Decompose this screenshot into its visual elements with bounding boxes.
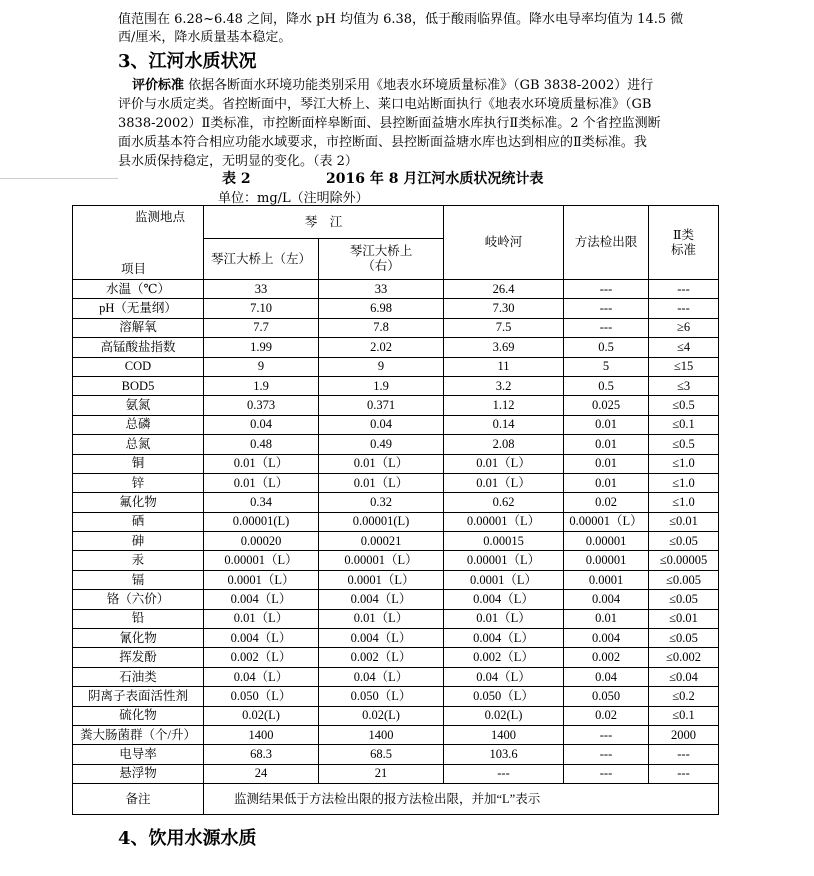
table-cell: 21 (319, 764, 444, 783)
table-cell: --- (564, 299, 649, 318)
table-cell: --- (564, 280, 649, 299)
table-cell: --- (564, 745, 649, 764)
table-unit: 单位：mg/L（注明除外） (218, 191, 369, 206)
table-cell: 2.02 (319, 338, 444, 357)
row-label: 铜 (73, 454, 204, 473)
table-cell: 0.004（L） (204, 629, 319, 648)
table-cell: 2.08 (444, 435, 564, 454)
table-cell: 0.002 (564, 648, 649, 667)
table-cell: 0.02(L) (319, 706, 444, 725)
table-cell: 68.3 (204, 745, 319, 764)
section-4-title: 4、饮用水源水质 (118, 828, 257, 849)
table-row (73, 512, 719, 531)
corner-header (73, 206, 204, 280)
table-cell: --- (564, 725, 649, 744)
table-cell: 0.050 (564, 687, 649, 706)
table-cell: 0.04（L） (204, 667, 319, 686)
table-cell: 0.02(L) (444, 706, 564, 725)
intro-line-2: 西/厘米，降水质量基本稳定。 (118, 30, 292, 45)
table-cell: 0.004（L） (204, 590, 319, 609)
table-row (73, 687, 719, 706)
margin-guide (0, 178, 118, 179)
table-cell: ≤0.5 (649, 396, 719, 415)
table-cell: 0.01 (564, 609, 649, 628)
table-cell: 0.004 (564, 590, 649, 609)
table-cell: ≤0.00005 (649, 551, 719, 570)
table-row (73, 590, 719, 609)
table-cell: 0.5 (564, 338, 649, 357)
table-cell: 0.050（L） (319, 687, 444, 706)
table-cell: 33 (204, 280, 319, 299)
table-cell: 1.9 (319, 376, 444, 395)
col2-line1: 琴江大桥上 (349, 244, 413, 258)
table-row (73, 648, 719, 667)
section-3-title: 3、江河水质状况 (118, 51, 257, 72)
table-cell: 1.99 (204, 338, 319, 357)
col-header-bridge-right (319, 239, 444, 280)
table-cell: ≤1.0 (649, 454, 719, 473)
table-cell: 0.01（L） (319, 473, 444, 492)
col-header-class2-standard (649, 206, 719, 280)
corner-top-label: 监测地点 (135, 210, 186, 224)
row-label: 挥发酚 (73, 648, 204, 667)
table-cell: ≤0.04 (649, 667, 719, 686)
table-cell: 0.004（L） (444, 590, 564, 609)
table-cell: 0.01（L） (204, 609, 319, 628)
table-cell: ≤0.1 (649, 706, 719, 725)
table-cell: --- (649, 764, 719, 783)
table-cell: 0.04 (564, 667, 649, 686)
table-cell: 11 (444, 357, 564, 376)
row-label: 高锰酸盐指数 (73, 338, 204, 357)
row-label: 氨氮 (73, 396, 204, 415)
table-cell: --- (649, 745, 719, 764)
table-cell: 3.69 (444, 338, 564, 357)
table-cell: 0.004（L） (444, 629, 564, 648)
table-cell: 0.004 (564, 629, 649, 648)
table-cell: 0.04 (319, 415, 444, 434)
table-row (73, 318, 719, 337)
row-label: 汞 (73, 551, 204, 570)
table-cell: --- (564, 764, 649, 783)
row-label: 氟化物 (73, 493, 204, 512)
table-cell: 3.2 (444, 376, 564, 395)
table-cell: 0.5 (564, 376, 649, 395)
table-cell: 0.01 (564, 454, 649, 473)
table-cell: 33 (319, 280, 444, 299)
group-header-qinjiang: 琴 江 (204, 206, 444, 239)
table-cell: 0.01 (564, 415, 649, 434)
table-cell: 7.5 (444, 318, 564, 337)
eval-line-5: 县水质保持稳定，无明显的变化。（表 2） (118, 154, 358, 169)
table-cell: ≤0.01 (649, 512, 719, 531)
eval-line-1 (132, 74, 653, 93)
table-cell: 0.01（L） (319, 609, 444, 628)
table-cell: 0.050（L） (444, 687, 564, 706)
table-cell: 9 (204, 357, 319, 376)
table-row (73, 280, 719, 299)
row-label: 镉 (73, 570, 204, 589)
table-cell: ≥6 (649, 318, 719, 337)
table-cell: 0.00001（L） (204, 551, 319, 570)
table-cell: 0.002（L） (319, 648, 444, 667)
remark-label: 备注 (73, 784, 204, 815)
table-cell: 0.04 (204, 415, 319, 434)
table-row (73, 415, 719, 434)
table-cell: 0.0001（L） (204, 570, 319, 589)
table-cell: 0.02 (564, 706, 649, 725)
table-cell: 0.32 (319, 493, 444, 512)
table-row (73, 725, 719, 744)
table-cell: --- (649, 299, 719, 318)
table-row (73, 396, 719, 415)
row-label: BOD5 (73, 376, 204, 395)
row-label: pH（无量纲） (73, 299, 204, 318)
table-cell: 0.48 (204, 435, 319, 454)
table-cell: --- (564, 318, 649, 337)
table-title: 2016 年 8 月江河水质状况统计表 (326, 171, 544, 187)
table-cell: 0.00001(L) (319, 512, 444, 531)
table-cell: 0.002（L） (444, 648, 564, 667)
table-cell: ≤0.01 (649, 609, 719, 628)
col2-line2: （右） (362, 259, 400, 273)
table-cell: ≤4 (649, 338, 719, 357)
table-cell: 0.02 (564, 493, 649, 512)
row-label: 硫化物 (73, 706, 204, 725)
table-cell: 0.00001 (564, 532, 649, 551)
table-row (73, 629, 719, 648)
col-header-bridge-left: 琴江大桥上（左） (204, 239, 319, 280)
eval-text-1: 依据各断面水环境功能类别采用《地表水环境质量标准》（GB 3838-2002）进行 (188, 78, 654, 93)
table-cell: 1.12 (444, 396, 564, 415)
table-cell: 7.7 (204, 318, 319, 337)
table-cell: 0.0001 (564, 570, 649, 589)
table-row (73, 435, 719, 454)
table-cell: ≤0.5 (649, 435, 719, 454)
col-header-qilinghe: 岐岭河 (444, 206, 564, 280)
row-label: 硒 (73, 512, 204, 531)
table-cell: 0.04（L） (444, 667, 564, 686)
table-cell: ≤0.05 (649, 590, 719, 609)
table-cell: 0.01（L） (319, 454, 444, 473)
row-label: 铅 (73, 609, 204, 628)
table-row (73, 706, 719, 725)
table-cell: 0.025 (564, 396, 649, 415)
table-row (73, 493, 719, 512)
table-cell: 0.0001（L） (319, 570, 444, 589)
table-cell: 0.14 (444, 415, 564, 434)
row-label: 溶解氧 (73, 318, 204, 337)
eval-label: 评价标准 (132, 78, 185, 93)
row-label: 水温（℃） (73, 280, 204, 299)
table-cell: --- (649, 280, 719, 299)
table-cell: 0.01 (564, 435, 649, 454)
water-quality-table (72, 205, 719, 815)
table-cell: 26.4 (444, 280, 564, 299)
table-cell: 1400 (444, 725, 564, 744)
table-cell: ≤15 (649, 357, 719, 376)
intro-line-1: 值范围在 6.28~6.48 之间，降水 pH 均值为 6.38，低于酸雨临界值。降水电导率均值为 14.5 微 (118, 12, 684, 27)
table-cell: ≤1.0 (649, 493, 719, 512)
table-cell: 5 (564, 357, 649, 376)
table-cell: 9 (319, 357, 444, 376)
table-cell: 0.02(L) (204, 706, 319, 725)
table-cell: ≤0.1 (649, 415, 719, 434)
table-cell: 0.49 (319, 435, 444, 454)
table-cell: ≤0.05 (649, 629, 719, 648)
table-cell: 0.373 (204, 396, 319, 415)
col-header-detection-limit: 方法检出限 (564, 206, 649, 280)
col5-line2: 标准 (671, 242, 697, 257)
table-cell: 0.62 (444, 493, 564, 512)
table-row (73, 299, 719, 318)
eval-line-3: 3838-2002）Ⅱ类标准，市控断面梓皋断面、县控断面益塘水库执行Ⅱ类标准。2 个省控监测断 (118, 116, 661, 131)
table-row (73, 532, 719, 551)
table-row (73, 338, 719, 357)
table-cell: 0.00001（L） (564, 512, 649, 531)
row-label: 电导率 (73, 745, 204, 764)
table-cell: 68.5 (319, 745, 444, 764)
table-cell: 6.98 (319, 299, 444, 318)
remark-row (73, 784, 719, 815)
table-cell: 0.002（L） (204, 648, 319, 667)
table-cell: 0.00001 (564, 551, 649, 570)
eval-line-4: 面水质基本符合相应功能水域要求，市控断面、县控断面益塘水库也达到相应的Ⅱ类标准。我 (118, 135, 647, 150)
table-cell: 7.30 (444, 299, 564, 318)
table-row (73, 357, 719, 376)
table-row (73, 609, 719, 628)
row-label: 氰化物 (73, 629, 204, 648)
table-row (73, 764, 719, 783)
table-cell: 0.004（L） (319, 629, 444, 648)
table-cell: 103.6 (444, 745, 564, 764)
table-cell: 0.01（L） (444, 609, 564, 628)
row-label: 阴离子表面活性剂 (73, 687, 204, 706)
table-cell: 0.00015 (444, 532, 564, 551)
table-cell: 0.371 (319, 396, 444, 415)
table-cell: 0.00001（L） (319, 551, 444, 570)
table-cell: 0.01（L） (204, 473, 319, 492)
table-cell: 0.01（L） (444, 454, 564, 473)
row-label: 粪大肠菌群（个/升） (73, 725, 204, 744)
row-label: 悬浮物 (73, 764, 204, 783)
table-cell: 0.050（L） (204, 687, 319, 706)
row-label: 总氮 (73, 435, 204, 454)
table-cell: 0.00001（L） (444, 551, 564, 570)
row-label: 锌 (73, 473, 204, 492)
table-row (73, 667, 719, 686)
corner-bottom-label: 项目 (121, 262, 147, 276)
table-cell: 0.004（L） (319, 590, 444, 609)
table-cell: ≤0.005 (649, 570, 719, 589)
table-cell: 24 (204, 764, 319, 783)
row-label: COD (73, 357, 204, 376)
table-cell: ≤0.2 (649, 687, 719, 706)
table-cell: 0.00021 (319, 532, 444, 551)
table-cell: 7.8 (319, 318, 444, 337)
table-cell: 0.00001(L) (204, 512, 319, 531)
table-cell: 1400 (319, 725, 444, 744)
table-cell: 0.01（L） (204, 454, 319, 473)
remark-text: 监测结果低于方法检出限的报方法检出限，并加“L”表示 (204, 784, 719, 815)
row-label: 石油类 (73, 667, 204, 686)
table-cell: ≤0.002 (649, 648, 719, 667)
row-label: 铬（六价） (73, 590, 204, 609)
table-row (73, 376, 719, 395)
table-cell: 0.0001（L） (444, 570, 564, 589)
table-cell: ≤0.05 (649, 532, 719, 551)
table-label: 表 2 (222, 171, 251, 187)
table-row (73, 745, 719, 764)
table-cell: 0.01 (564, 473, 649, 492)
table-cell: 0.01（L） (444, 473, 564, 492)
table-cell: 0.34 (204, 493, 319, 512)
table-row (73, 570, 719, 589)
table-cell: 0.00020 (204, 532, 319, 551)
eval-line-2: 评价与水质定类。省控断面中，琴江大桥上、莱口电站断面执行《地表水环境质量标准》（GB (118, 97, 652, 112)
table-cell: ≤1.0 (649, 473, 719, 492)
table-cell: 7.10 (204, 299, 319, 318)
table-cell: 1.9 (204, 376, 319, 395)
col5-line1: Ⅱ类 (673, 227, 695, 242)
row-label: 总磷 (73, 415, 204, 434)
table-cell: 0.00001（L） (444, 512, 564, 531)
table-cell: 1400 (204, 725, 319, 744)
table-row (73, 551, 719, 570)
table-cell: ≤3 (649, 376, 719, 395)
table-cell: 0.04（L） (319, 667, 444, 686)
row-label: 砷 (73, 532, 204, 551)
table-cell: --- (444, 764, 564, 783)
table-row (73, 473, 719, 492)
table-cell: 2000 (649, 725, 719, 744)
table-row (73, 454, 719, 473)
